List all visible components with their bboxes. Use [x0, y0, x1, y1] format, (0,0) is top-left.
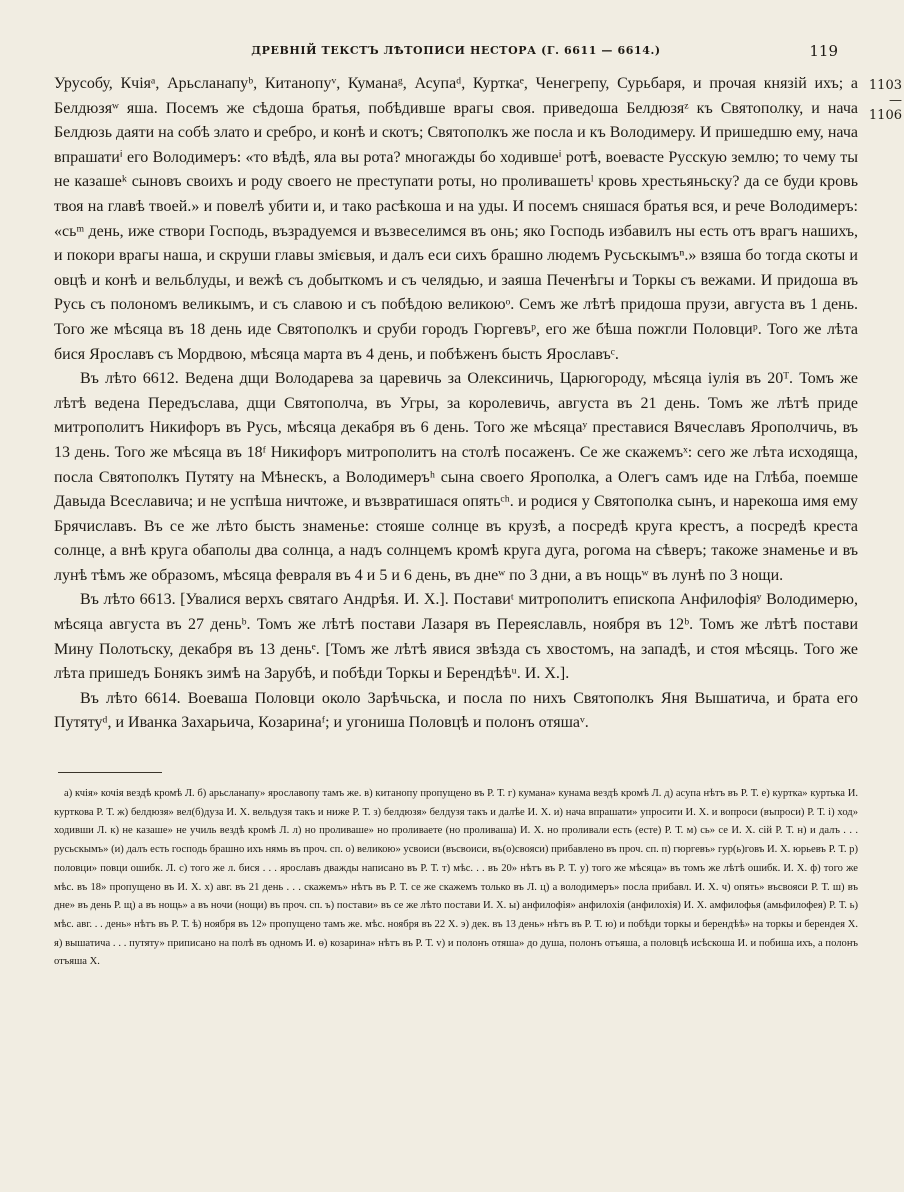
footnote-text: а) кчія» кочія вездѣ кромѣ Л. б) арьсланапу» ярославопу тамъ же. в) китанопу пропущено въ Р. Т. г) кумана» кунама вездѣ кромѣ Л. д) асупа нѣтъ въ Р. Т. е) куртка» куртька И. курткова Р. Т. ж) белдюзя» вел(б)дуза И. Х. вельдузя такъ и ниже Р. Т. з) белдюзя» белдузя такъ и далѣе И. Х. и) нача впрашати» упросити И. Х. и вопроси (въпроси) Р. Т. і) ход» ходивши Л. к) не казаше» не училь вездѣ кромѣ Л. л) но проливаше» но проливаете (но проливаша) И. Х. но проливали есть (есте) Р. Т. м) сь» се И. Х. сій Р. Т. н) и далъ . . . русьскымъ» (и) далъ есть господь брашно ихъ нямь въ проч. сп. о) великою» усвоиси (въсвоиси, въ(о)свояси) прибавлено въ проч. сп. п) гюргевъ» гур(ь)говъ И. Х. юрьевъ Р. Т. р) половци» повци ошибк. Л. с) того же л. бися . . . ярославъ дважды написано въ Р. Т. т) мѣс. . . въ 20» нѣтъ въ Р. Т. у) того же мѣсяца» въ томъ же лѣтѣ ошибк. И. Х. ф) того же мѣс. въ 18» пропущено въ И. Х. х) авг. въ 21 день . . . скажемъ» нѣтъ въ Р. Т. се же скажемъ только въ Л. ц) а володимеръ» посла прибавл. И. Х. ч) опять» въсвояси Р. Т. ш) въ дне» въ день Р. щ) а въ нощь» а въ ночи (нощи) въ проч. сп. ъ) постави» въ се же лѣто постави И. Х. ы) анфилофія» анфилохія (анфилохія) И. Х. амфилофья (амьфилофея) Р. Т. ь) мѣс. авг. . . день» нѣтъ въ Р. Т. ѣ) ноября въ 12» пропущено тамъ же. мѣс. ноября въ 22 Х. э) дек. въ 13 день» нѣтъ въ Р. Т. ю) и побѣди торкы и берендѣѣ» на торкы и берендея Х. я) вышатича . . . путяту» приписано на полѣ въ одномъ И. ѳ) козарина» нѣтъ въ Р. Т. v) и полонъ отяша» до душа, полонъ отъяша, а половцѣ исѣскоша И. и побиша ихъ, а полонъ отъяша Х.: [54, 788, 858, 968]
paragraph-2: Въ лѣто 6612. Ведена дщи Володарева за царевичь за Олексиничь, Царюгороду, мѣсяца іулія въ 20ᵀ. Томъ же лѣтѣ ведена Передъслава, дщи Святополча, въ Угры, за королевичь, августа въ 21 день. Томъ же лѣтѣ приде митрополитъ Никифоръ въ Русь, мѣсяца декабря въ 6 день. Того же мѣсяцаʸ преставися Вячеславъ Ярополчичь, въ 13 день. Того же мѣсяца въ 18ᶠ Никифоръ митрополитъ на столѣ посаженъ. Се же скажемъˣ: сего же лѣта исходяща, посла Святополкъ Путяту на Мѣнескъ, а Володимеръʰ сына своего Ярополка, а Олегъ самъ иде на Глѣба, поемше Давыда Всеславича; и не успѣша ничтоже, и възвратишася опятьᶜʰ. и родися у Святополка сынъ, и нарекоша имя ему Брячиславъ. Въ се же лѣто бысть знаменье: стояше солнце въ крузѣ, а посредѣ круга крестъ, а посредѣ креста солнце, а внѣ круга обаполы два солнца, а надъ солнцемъ кромѣ круга дуга, рогома на сѣверъ; такоже знаменье и въ лунѣ тѣмъ же образомъ, мѣсяца февраля въ 4 и 5 и 6 день, въ днеʷ по 3 дни, а въ нощьʷ въ лунѣ по 3 нощи.: [54, 370, 858, 584]
running-header: [54, 34, 858, 68]
footnotes: [54, 785, 858, 972]
running-title: ДРЕВНІЙ ТЕКСТЪ ЛѢТОПИСИ НЕСТОРА (Г. 6611 — 6614.): [251, 44, 661, 57]
paragraph-1: Урусобу, Кчіяᵃ, Арьсланапуᵇ, Китанопуᵛ, Куманаᵍ, Асупаᵈ, Курткаᵉ, Ченегрепу, Сурьбаря, и прочая князій ихъ; а Белдюзяʷ яша. Посемъ же сѣдоша братья, побѣдивше врагы своя. приведоша Белдюзяᶻ къ Святополку, и нача Белдюзь даяти на собѣ злато и сребро, и конѣ и скотъ; Святополкъ же посла и къ Володимеру. И пришедшю ему, нача впрашатиⁱ его Володимеръ: «то вѣдѣ, яла вы рота? многажды бо ходившеⁱ ротѣ, воевасте Русскую землю; то чему ты не казашеᵏ сыновъ своихъ и роду своего не преступати роты, но проливашетьˡ кровь хрестьяньску? да се буди кровь твоя на главѣ твоей.» и повелѣ убити и, и тако расѣкоша и на уды. И посемъ сняшася братья вся, и рече Володимеръ: «сьᵐ день, иже створи Господь, възрадуемся и възвеселимся въ онь; яко Господь избавилъ ны есть отъ врагъ нашихъ, и покори врагы наша, и скруши главы змієвыя, и далъ еси сихъ брашно людемъ Русьскымъⁿ.» взяша бо тогда скоты и овцѣ и конѣ и вельблуды, и вежѣ съ добыткомъ и съ челядью, и заяша Печенѣгы и Торкы съ вежами. И придоша въ Русь съ полономъ великымъ, и съ славою и съ побѣдою великоюᵒ. Семъ же лѣтѣ придоша прузи, августа въ 1 день. Того же мѣсяца въ 18 день иде Святополкъ и сруби городъ Гюргевъᵖ, его же бѣша пожгли Половциᵖ. Того же лѣта бися Ярославъ съ Мордвою, мѣсяца марта въ 4 день, и побѣженъ бысть Ярославъᶜ.: [54, 75, 859, 363]
paragraph-4: Въ лѣто 6614. Воеваша Половци около Зарѣчьска, и посла по нихъ Святополкъ Яня Вышатича, и брата его Путятуᵈ, и Иванка Захарьича, Козаринаᶠ; и угониша Половцѣ и полонъ отяшаᵛ.: [54, 689, 858, 732]
main-text: [54, 72, 858, 736]
paragraph-3: Въ лѣто 6613. [Увалися верхъ святаго Андрѣя. И. Х.]. Поставиᵗ митрополитъ епископа Анфилофіяʸ Володимерю, мѣсяца августа въ 27 деньᵇ. Томъ же лѣтѣ постави Лазаря въ Переяславль, ноября въ 12ᵇ. Томъ же лѣтѣ постави Мину Полотьску, декабря въ 13 деньᵉ. [Томъ же лѣтѣ явися звѣзда съ хвостомъ, на западѣ, и стоя мѣсяць. Того же лѣта пришедъ Бонякъ зимѣ на Зарубѣ, и побѣди Торкы и Берендѣѣᵘ. И. Х.].: [54, 591, 858, 683]
page-number: 119: [809, 42, 838, 60]
margin-year-note: 1103 —1106: [868, 78, 902, 123]
footnote-divider: [58, 772, 162, 773]
